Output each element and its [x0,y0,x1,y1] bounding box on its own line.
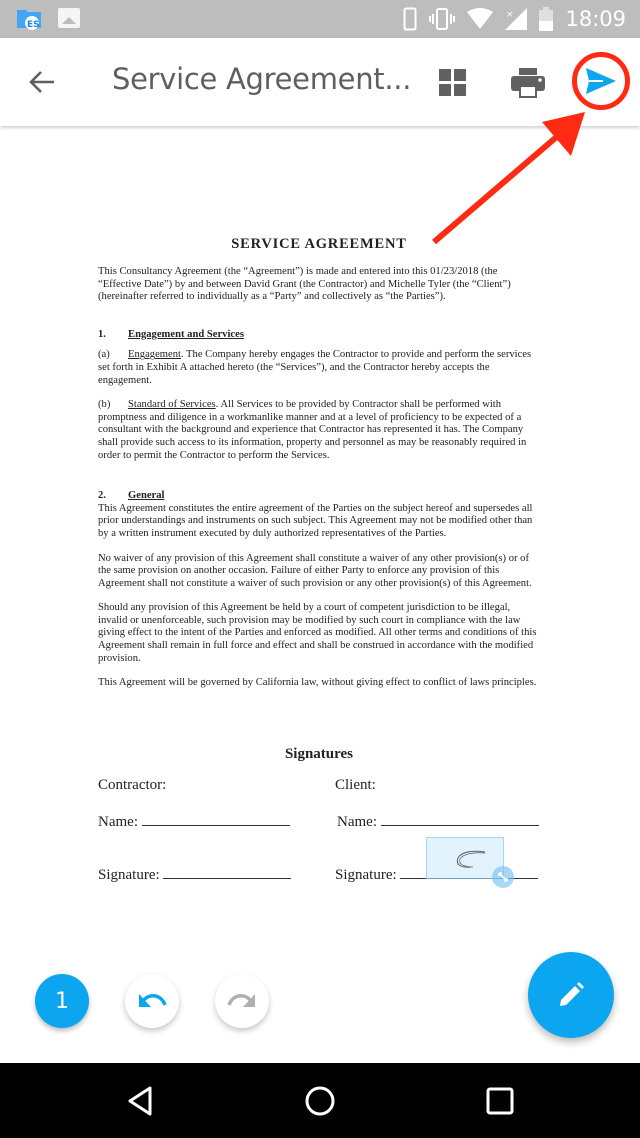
arrow-back-icon [28,70,56,94]
document-page [98,236,540,690]
signatures-heading: Signatures [284,746,354,762]
gallery-icon [58,8,80,28]
back-button[interactable] [18,60,66,104]
pencil-icon [557,981,585,1009]
section-2-p3: Should any provision of this Agreement be held by a court of competent jurisdiction to be illegal, invalid or unenforceable, such provision may be modified by such court in compliance with the law giving effect to the intent of the Parties and enforced as modified. All other terms and conditions of this Agreement shall remain in full force and effect and shall be construed in accordance with the modified provision. [98,602,537,664]
contractor-name-field[interactable]: Name: [98,812,290,831]
section-2-p4: This Agreement will be governed by California law, without giving effect to conflict of laws principles. [98,677,537,689]
section-1b: (b) Standard of Services. All Services to be provided by Contractor shall be performed with promptness and diligence in a workmanlike manner and at a level of proficiency to be expected of a consultant with the background and experience that Contractor has represented it has. The Company shall provide such access to its information, property and personnel as may be reasonably required in order to permit the Contractor to perform the Services. [98,399,527,461]
name-line [142,812,290,826]
clock: 18:09 [565,7,626,31]
svg-text:ES: ES [27,20,40,30]
page-number-button[interactable]: 1 [35,974,89,1028]
home-circle-icon [304,1085,336,1117]
doc-heading: SERVICE AGREEMENT [231,236,407,252]
edit-fab[interactable] [528,952,614,1038]
section-2-p1: This Agreement constitutes the entire agreement of the Parties on the subject hereof and supersedes all prior understandings and instruments on such subject. This Agreement may not be modified other than by a written instrument executed by duly authorized representatives of the Parties. [98,502,533,539]
annotation-arrow [420,100,620,260]
recents-square-icon [486,1087,514,1115]
section-2-heading: 2. General [98,490,165,502]
status-bar [0,0,640,38]
doc-intro: This Consultancy Agreement (the “Agreement”) is made and entered into this 01/23/2018 (the “Effective Date”) by and between David Grant (the Contractor) and Michelle Tyler (the “Client”) (hereinafter referred to individually as a “Party” and collectively as “the Parties”). [98,266,511,303]
redo-icon [227,991,257,1011]
client-label: Client: [335,777,376,793]
print-icon [511,68,545,98]
name-line [381,812,539,826]
resize-handle[interactable] [492,866,514,888]
nav-recents-button[interactable] [476,1077,524,1125]
section-2-p2: No waiver of any provision of this Agreement shall constitute a waiver of any other provision(s) or of the same provision on another occasion. Failure of either Party to enforce any provision of this Agreement shall not constitute a waiver of such provision or any other provision(s) of this Agreement. [98,552,532,589]
contractor-label: Contractor: [98,777,167,793]
wifi-icon [467,8,493,30]
contractor-signature-field[interactable]: Signature: [98,865,291,884]
back-triangle-icon [126,1085,154,1117]
vibrate-icon [429,7,455,31]
resize-icon [492,866,514,888]
undo-icon [137,991,167,1011]
es-file-explorer-icon [16,6,42,30]
redo-button[interactable] [215,974,269,1028]
signature-line [163,865,291,879]
section-1-heading: 1. Engagement and Services [98,328,244,340]
section-1a: (a) Engagement. The Company hereby engages the Contractor to provide and perform the services set forth in Exhibit A attached hereto (the “Services”), and the Contractor hereby accepts the engagement. [98,349,532,386]
battery-icon [539,7,553,31]
navigation-bar [0,1063,640,1138]
grid-icon [439,69,467,97]
svg-text:×: × [506,10,515,20]
undo-button[interactable] [125,974,179,1028]
phone-outline-icon [403,7,417,31]
nav-back-button[interactable] [116,1077,164,1125]
client-signature-field[interactable]: Signature: [335,865,538,884]
document-title: Service Agreement... [112,62,412,96]
signal-no-data-icon [505,8,527,30]
nav-home-button[interactable] [296,1077,344,1125]
client-name-field[interactable]: Name: [337,812,539,831]
